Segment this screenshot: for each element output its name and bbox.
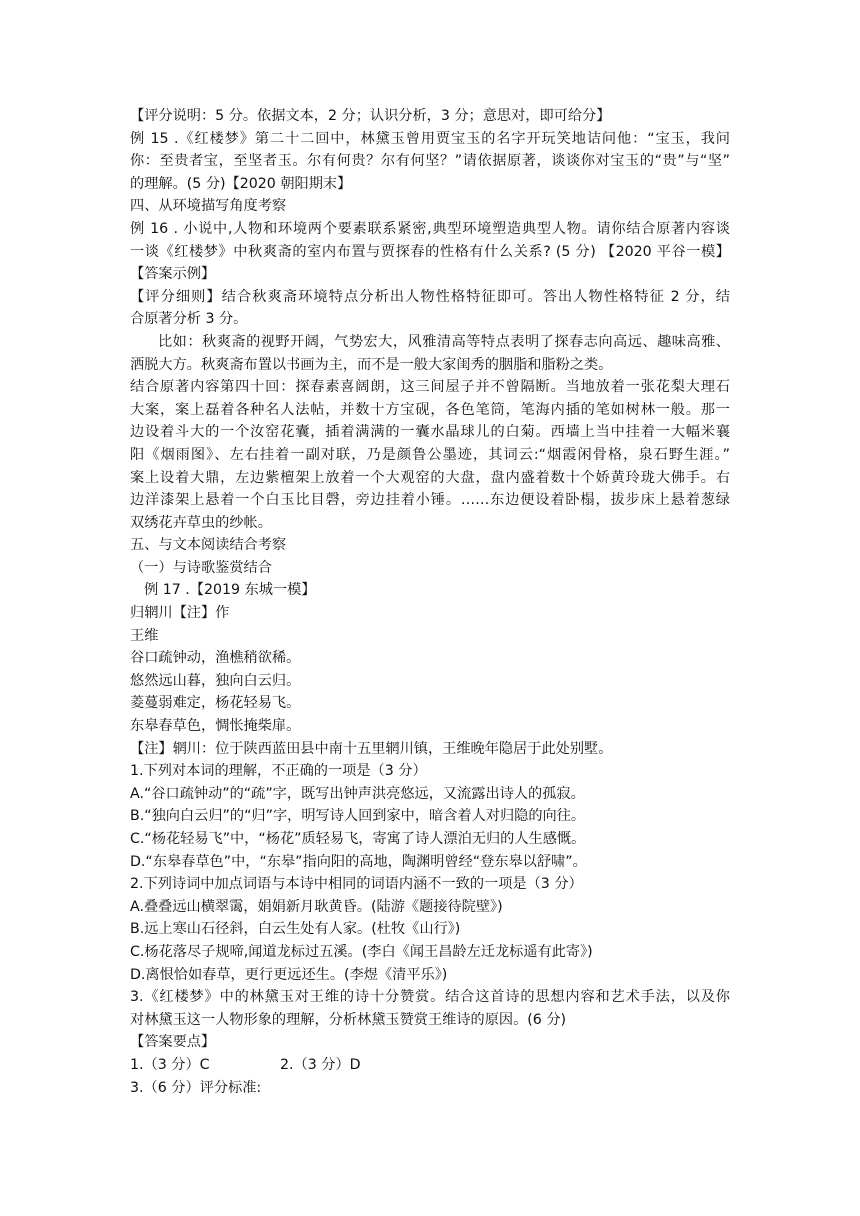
poem-line-4: 东皋春草色，惆怅掩柴扉。 (130, 718, 301, 735)
example-analysis-line-2: 洒脱大方。秋爽斋布置以书画为主，而不是一般大家闺秀的胭脂和脂粉之类。 (130, 356, 613, 373)
question-2-option-b: B.远上寒山石径斜，白云生处有人家。(杜牧《山行》) (130, 921, 461, 938)
scoring-detail-line-1: 【评分细则】结合秋爽斋环境特点分析出人物性格特征即可。答出人物性格特征 2 分，结 (130, 288, 730, 305)
poem-note: 【注】辋川：位于陕西蓝田县中南十五里辋川镇，王维晚年隐居于此处别墅。 (130, 740, 613, 757)
poem-title: 归辋川【注】作 (130, 605, 230, 622)
question-3-line-1: 3.《红楼梦》中的林黛玉对王维的诗十分赞赏。结合这首诗的思想内容和艺术手法，以及你 (130, 989, 730, 1006)
answer-2: 2.（3 分）D (280, 1056, 361, 1073)
original-text-line-5: 案上设着大鼎，左边紫檀架上放着一个大观窑的大盘，盘内盛着数十个娇黄玲珑大佛手。右 (130, 469, 730, 486)
scoring-note: 【评分说明：5 分。依据文本，2 分；认识分析，3 分；意思对，即可给分】 (130, 108, 611, 124)
question-1-option-b: B.“独向白云归”的“归”字，明写诗人回到家中，暗含着人对归隐的向往。 (130, 808, 586, 825)
question-2-option-a: A.叠叠远山横翠霭，娟娟新月耿黄昏。(陆游《题接待院壁》) (130, 898, 503, 915)
question-2-option-c: C.杨花落尽子规啼,闻道龙标过五溪。(李白《闻王昌龄左迁龙标遥有此寄》) (130, 943, 593, 960)
example-16-line-1: 例 16 . 小说中,人物和环境两个要素联系紧密,典型环境塑造典型人物。请你结合原著内容谈 (130, 220, 730, 237)
question-2: 2.下列诗词中加点词语与本诗中相同的词语内涵不一致的一项是（3 分） (130, 876, 583, 893)
poem-author: 王维 (130, 627, 159, 644)
example-17-heading: 例 17 .【2019 东城一模】 (144, 582, 316, 599)
answer-row (130, 1054, 730, 1077)
section-heading-environment: 四、从环境描写角度考察 (130, 198, 287, 215)
answer-example-heading: 【答案示例】 (130, 266, 216, 283)
poem-line-2: 悠然远山暮，独向白云归。 (130, 672, 301, 689)
answer-3-criteria: 3.（6 分）评分标准: (130, 1079, 262, 1096)
question-1-option-c: C.“杨花轻易飞”中，“杨花”质轻易飞，寄寓了诗人漂泊无归的人生感慨。 (130, 831, 586, 847)
question-2-option-d: D.离恨恰如春草，更行更远还生。(李煜《清平乐》) (130, 966, 448, 983)
example-16-line-2: 一谈《红楼梦》中秋爽斋的室内布置与贾探春的性格有什么关系? (5 分) 【2020 平谷一模】 (130, 243, 730, 260)
scoring-detail-line-2: 合原著分析 3 分。 (130, 311, 248, 328)
original-text-line-7: 双绣花卉草虫的纱帐。 (130, 514, 272, 531)
example-15-line-1: 例 15 .《红楼梦》第二十二回中，林黛玉曾用贾宝玉的名字开玩笑地诘问他：“宝玉，我问 (130, 130, 730, 147)
question-1-option-a: A.“谷口疏钟动”的“疏”字，既写出钟声洪亮悠远，又流露出诗人的孤寂。 (130, 785, 585, 802)
original-text-line-3: 边设着斗大的一个汝窑花囊，插着满满的一囊水晶球儿的白菊。西墙上当中挂着一大幅米襄 (130, 424, 730, 441)
answer-key-heading: 【答案要点】 (130, 1034, 216, 1051)
original-text-line-2: 大案，案上磊着各种名人法帖，并数十方宝砚，各色笔筒，笔海内插的笔如树林一般。那一 (130, 401, 730, 418)
section-heading-text-reading: 五、与文本阅读结合考察 (130, 537, 287, 554)
answer-1: 1.（3 分）C (130, 1056, 210, 1073)
poem-line-1: 谷口疏钟动，渔樵稍欲稀。 (130, 650, 301, 667)
question-1: 1.下列对本词的理解，不正确的一项是（3 分） (130, 763, 427, 780)
example-analysis-line-1: 比如：秋爽斋的视野开阔，气势宏大，风雅清高等特点表明了探春志向高远、趣味高雅、 (158, 333, 730, 350)
subsection-heading-poetry: （一）与诗歌鉴赏结合 (130, 559, 272, 576)
question-3-line-2: 对林黛玉这一人物形象的理解，分析林黛玉赞赏王维诗的原因。(6 分) (130, 1011, 567, 1028)
example-15-line-3: 的理解。(5 分)【2020 朝阳期末】 (130, 175, 352, 192)
question-1-option-d: D.“东皋春草色”中，“东皋”指向阳的高地，陶渊明曾经“登东皋以舒啸”。 (130, 853, 587, 870)
original-text-line-4: 阳《烟雨图》、左右挂着一副对联，乃是颜鲁公墨迹，其词云:“烟霞闲骨格，泉石野生涯。” (130, 446, 730, 463)
original-text-line-1: 结合原著内容第四十回：探春素喜阔朗，这三间屋子并不曾隔断。当地放着一张花梨大理石 (130, 379, 730, 396)
document-page (130, 105, 730, 1099)
example-15-line-2: 你：至贵者宝，至坚者玉。尔有何贵？尔有何坚？”请依据原著，谈谈你对宝玉的“贵”与“坚” (130, 153, 730, 170)
poem-line-3: 菱蔓弱难定，杨花轻易飞。 (130, 695, 301, 712)
original-text-line-6: 边洋漆架上悬着一个白玉比目磬，旁边挂着小锤。……东边便设着卧榻，拔步床上悬着葱绿 (130, 492, 730, 509)
